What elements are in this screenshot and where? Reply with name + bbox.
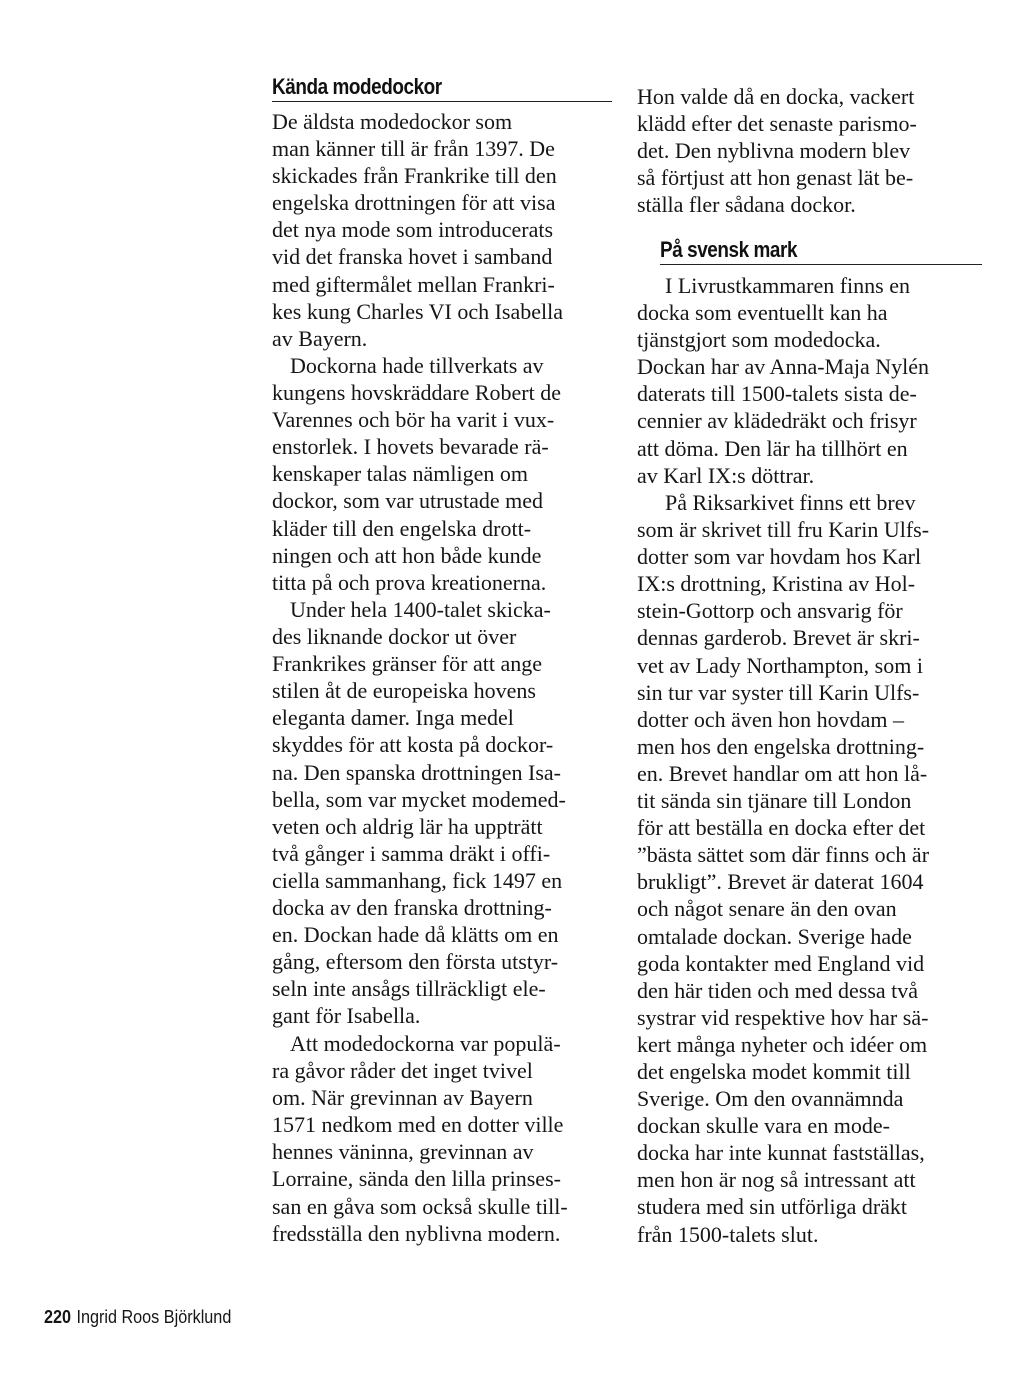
paragraph <box>637 83 917 218</box>
text-line: skickades från Frankrike till den <box>272 163 557 189</box>
text-line: tjänstgjort som modedocka. <box>637 327 881 353</box>
text-line: seln inte ansågs tillräckligt ele- <box>272 976 546 1002</box>
author-name: Ingrid Roos Björklund <box>76 1307 232 1327</box>
text-line: brukligt”. Brevet är daterat 1604 <box>637 869 924 895</box>
text-line: tit sända sin tjänare till London <box>637 788 912 814</box>
text-line: hennes väninna, grevinnan av <box>272 1139 534 1165</box>
text-line: kungens hovskräddare Robert de <box>272 380 561 406</box>
text-line: kert många nyheter och idéer om <box>637 1031 928 1057</box>
text-line: des liknande dockor ut över <box>272 624 517 650</box>
text-line: och något senare än den ovan <box>637 896 897 922</box>
text-line: omtalade dockan. Sverige hade <box>637 923 912 949</box>
text-line: daterats till 1500-talets sista de- <box>637 381 917 407</box>
text-line: Dockan har av Anna-Maja Nylén <box>637 354 930 380</box>
text-line: Hon valde då en docka, vackert <box>637 84 915 109</box>
text-line: cennier av klädedräkt och frisyr <box>637 408 917 434</box>
text-line: klädd efter det senaste parismo- <box>637 111 917 137</box>
text-line: Varennes och bör ha varit i vux- <box>272 407 555 433</box>
text-line: titta på och prova kreationerna. <box>272 569 547 595</box>
paragraph <box>272 352 561 596</box>
text-line: av Karl IX:s döttrar. <box>637 462 815 488</box>
text-line: bella, som var mycket modemed- <box>272 786 566 812</box>
text-line: Sverige. Om den ovannämnda <box>637 1086 904 1112</box>
text-line: ciella sammanhang, fick 1497 en <box>272 867 563 893</box>
text-line: dotter som var hovdam hos Karl <box>637 544 922 570</box>
text-line: eleganta damer. Inga medel <box>272 705 514 731</box>
text-line: från 1500-talets slut. <box>637 1221 819 1247</box>
text-line: dockan skulle vara en mode- <box>637 1113 890 1139</box>
text-line: Under hela 1400-talet skicka- <box>290 597 551 622</box>
paragraph <box>272 1030 568 1247</box>
page-number: 220 <box>44 1307 72 1327</box>
text-line: så förtjust att hon genast lät be- <box>637 165 914 191</box>
text-line: Att modedockorna var populä- <box>290 1031 561 1056</box>
text-line: 1571 nedkom med en dotter ville <box>272 1112 564 1138</box>
text-line: men hon är nog så intressant att <box>637 1167 916 1193</box>
text-line: som är skrivet till fru Karin Ulfs- <box>637 517 930 543</box>
text-line: för att beställa en docka efter det <box>637 815 926 841</box>
text-line: det engelska modet kommit till <box>637 1058 911 1084</box>
paragraph <box>637 272 929 489</box>
text-line: ningen och att hon både kunde <box>272 542 542 568</box>
text-line: dockor, som var utrustade med <box>272 488 543 514</box>
heading-rule <box>272 101 612 102</box>
text-line: goda kontakter med England vid <box>637 950 925 976</box>
text-line: det. Den nyblivna modern blev <box>637 138 911 164</box>
text-line: vid det franska hovet i samband <box>272 244 553 270</box>
text-line: ”bästa sättet som där finns och är <box>637 842 930 868</box>
text-line: systrar vid respektive hov har sä- <box>637 1004 929 1030</box>
text-line: den här tiden och med dessa två <box>637 977 919 1003</box>
text-line: Lorraine, sända den lilla prinses- <box>272 1166 561 1192</box>
section-heading-kanda-modedockor: Kända modedockor <box>272 74 442 99</box>
text-line: docka som eventuellt kan ha <box>637 300 888 326</box>
text-line: Dockorna hade tillverkats av <box>290 353 544 378</box>
text-line: Frankrikes gränser för att ange <box>272 651 543 677</box>
text-line: IX:s drottning, Kristina av Hol- <box>637 571 916 597</box>
section-heading-pa-svensk-mark: På svensk mark <box>660 237 798 262</box>
text-line: sin tur var syster till Karin Ulfs- <box>637 679 920 705</box>
text-line: enstorlek. I hovets bevarade rä- <box>272 434 549 460</box>
text-line: med giftermålet mellan Frankri- <box>272 271 555 297</box>
text-line: engelska drottningen för att visa <box>272 190 556 216</box>
text-line: ställa fler sådana dockor. <box>637 192 856 218</box>
text-line: På Riksarkivet finns ett brev <box>665 490 916 515</box>
text-line: fredsställa den nyblivna modern. <box>272 1220 561 1246</box>
heading-rule <box>660 264 982 265</box>
text-line: docka av den franska drottning- <box>272 895 552 921</box>
text-line: en. Brevet handlar om att hon lå- <box>637 760 928 786</box>
text-line: gång, eftersom den första utstyr- <box>272 949 559 975</box>
text-line: kläder till den engelska drott- <box>272 515 532 541</box>
page-footer <box>44 1307 231 1328</box>
paragraph <box>637 489 929 1248</box>
text-line: san en gåva som också skulle till- <box>272 1193 568 1219</box>
text-line: man känner till är från 1397. De <box>272 136 555 162</box>
text-line: kenskaper talas nämligen om <box>272 461 528 487</box>
text-line: gant för Isabella. <box>272 1003 421 1029</box>
text-line: skyddes för att kosta på dockor- <box>272 732 554 758</box>
text-line: om. När grevinnan av Bayern <box>272 1085 533 1111</box>
text-line: vet av Lady Northampton, som i <box>637 652 923 678</box>
text-line: ra gåvor råder det inget tvivel <box>272 1058 533 1084</box>
text-line: av Bayern. <box>272 325 368 351</box>
text-line: att döma. Den lär ha tillhört en <box>637 435 908 461</box>
text-line: na. Den spanska drottningen Isa- <box>272 759 561 785</box>
text-line: docka har inte kunnat fastställas, <box>637 1140 925 1166</box>
text-line: stein-Gottorp och ansvarig för <box>637 598 903 624</box>
text-line: två gånger i samma dräkt i offi- <box>272 840 551 866</box>
text-line: dotter och även hon hovdam – <box>637 706 904 732</box>
paragraph <box>272 108 563 352</box>
paragraph <box>272 596 566 1030</box>
text-line: De äldsta modedockor som <box>272 109 513 134</box>
text-line: studera med sin utförliga dräkt <box>637 1194 908 1220</box>
text-line: I Livrustkammaren finns en <box>665 273 910 298</box>
text-line: veten och aldrig lär ha uppträtt <box>272 813 543 839</box>
text-line: stilen åt de europeiska hovens <box>272 678 536 704</box>
text-line: kes kung Charles VI och Isabella <box>272 298 564 324</box>
text-line: men hos den engelska drottning- <box>637 733 925 759</box>
text-line: det nya mode som introducerats <box>272 217 554 243</box>
text-line: en. Dockan hade då klätts om en <box>272 922 559 948</box>
text-line: dennas garderob. Brevet är skri- <box>637 625 920 651</box>
